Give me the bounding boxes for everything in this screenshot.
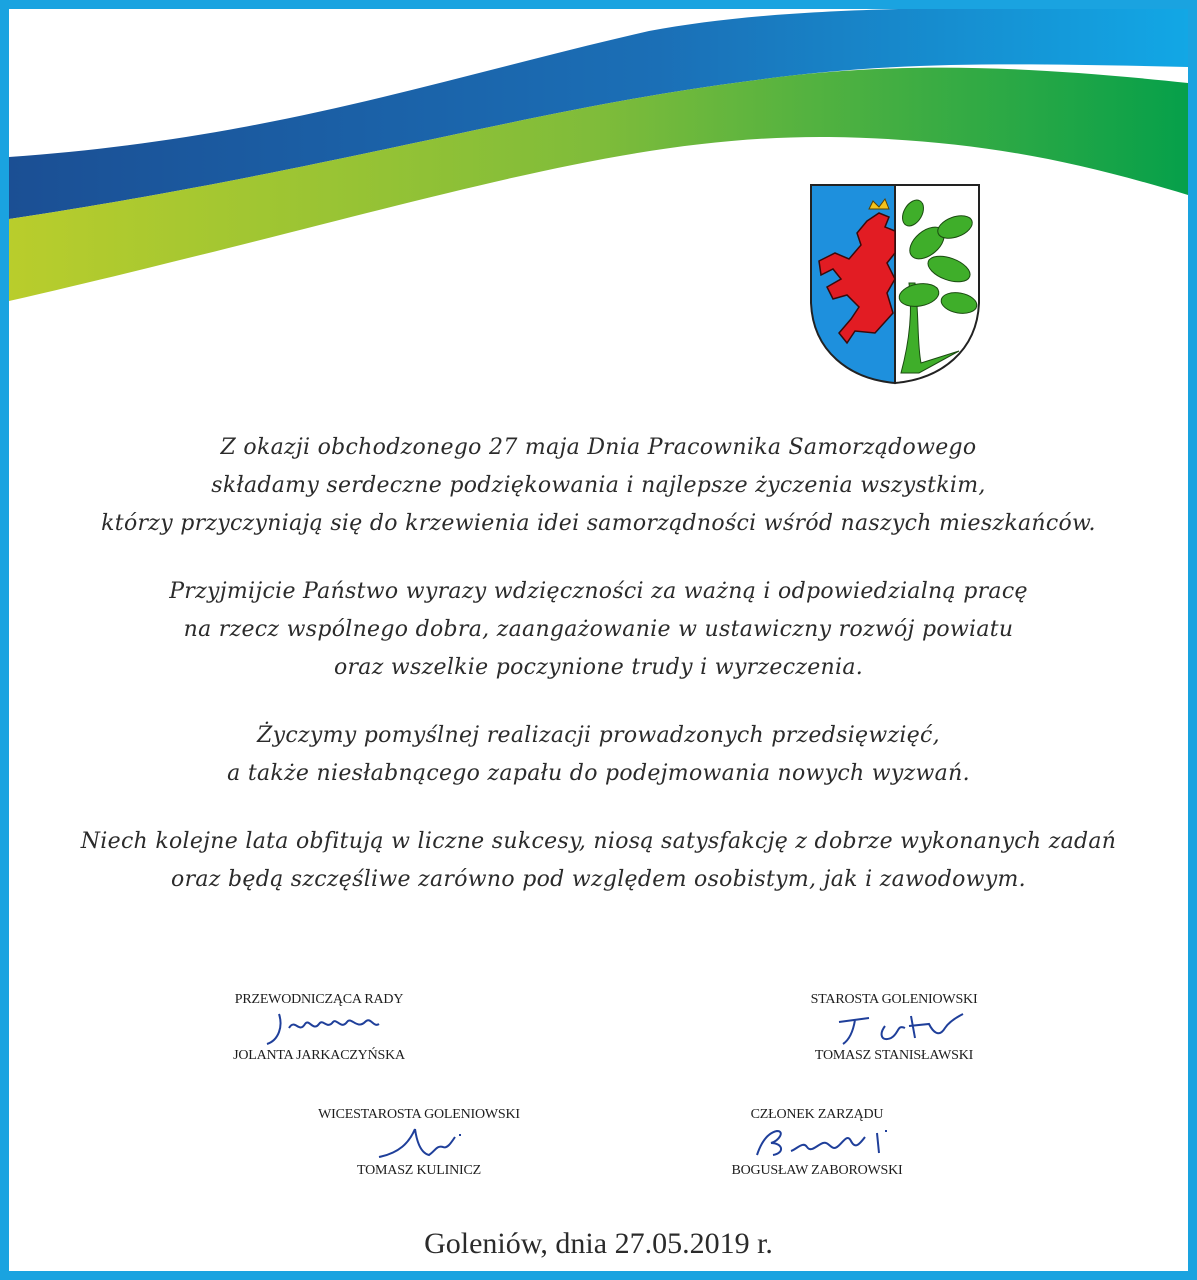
signature-scribble-icon	[249, 1008, 389, 1048]
signature-name: TOMASZ STANISŁAWSKI	[814, 1048, 974, 1063]
signature-role: WICESTAROSTA GOLENIOWSKI	[318, 1107, 520, 1122]
signature-scribble-icon	[359, 1123, 479, 1163]
letter-body	[9, 429, 1188, 929]
signature-role: CZŁONEK ZARZĄDU	[750, 1107, 884, 1122]
coat-of-arms-icon	[809, 183, 981, 385]
signature-role: STAROSTA GOLENIOWSKI	[810, 992, 978, 1007]
paragraph-4: Niech kolejne lata obfitują w liczne sukcesy, niosą satysfakcję z dobrze wykonanych zadań oraz będą szczęśliwe zarówno pod względem osobistym, jak i zawodowym.	[80, 829, 1117, 892]
signature-block-vice	[289, 1107, 549, 1179]
paragraph-2: Przyjmijcie Państwo wyrazy wdzięczności za ważną i odpowiedzialną pracę na rzecz wspólnego dobra, zaangażowanie w ustawiczny rozwój powiatu oraz wszelkie poczynione trudy i wyrzeczenia.	[169, 579, 1028, 680]
place-date: Goleniów, dnia 27.05.2019 r.	[424, 1227, 773, 1260]
signature-scribble-icon	[819, 1008, 969, 1048]
paragraph-1: Z okazji obchodzonego 27 maja Dnia Pracownika Samorządowego składamy serdeczne podziękowania i najlepsze życzenia wszystkim, którzy przyczyniają się do krzewienia idei samorządności wśród naszych mieszkańców.	[101, 435, 1096, 536]
paragraph-3: Życzymy pomyślnej realizacji prowadzonych przedsięwzięć, a także niesłabnącego zapału do podejmowania nowych wyzwań.	[227, 723, 970, 786]
signature-name: BOGUSŁAW ZABOROWSKI	[731, 1163, 903, 1178]
signature-role: PRZEWODNICZĄCA RADY	[234, 992, 404, 1007]
signature-name: JOLANTA JARKACZYŃSKA	[233, 1048, 405, 1063]
header-waves	[9, 9, 1188, 309]
signature-block-member	[697, 1107, 937, 1179]
signature-scribble-icon	[727, 1123, 907, 1163]
signature-name: TOMASZ KULINICZ	[357, 1163, 481, 1178]
signature-block-chair	[209, 992, 429, 1064]
signature-block-starosta	[784, 992, 1004, 1064]
